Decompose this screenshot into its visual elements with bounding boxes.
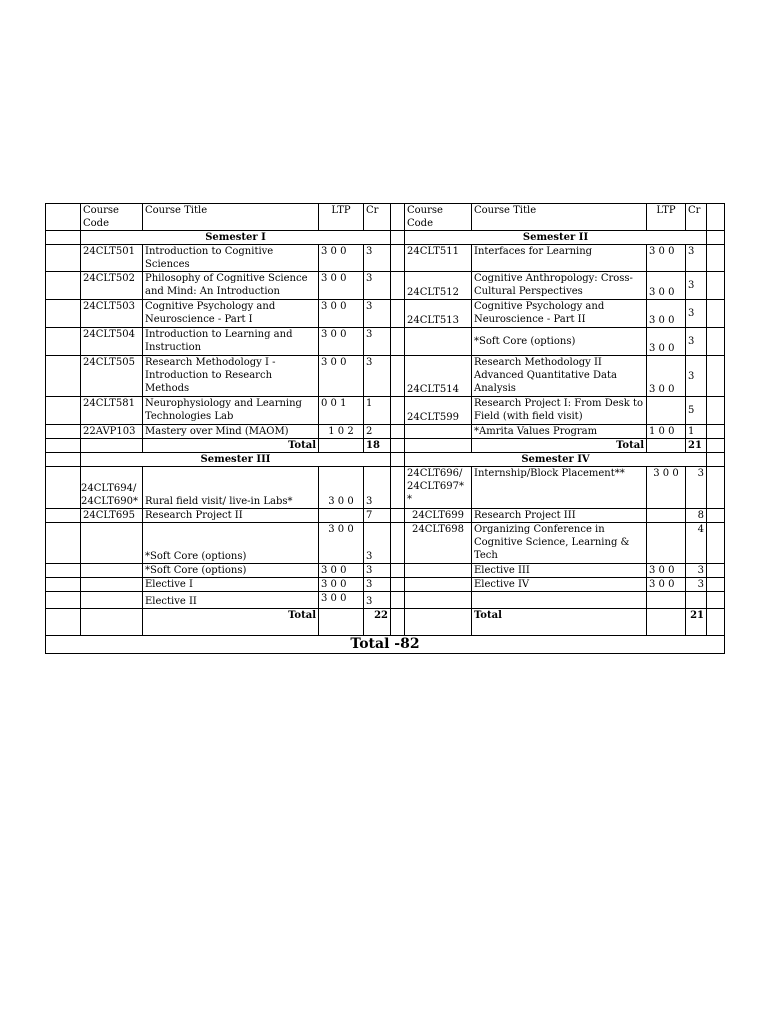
blank-cell — [81, 439, 143, 453]
course-code: 24CLT695 — [81, 509, 143, 523]
blank-cell — [319, 609, 364, 636]
course-credits: 3 — [364, 272, 391, 300]
course-title: *Soft Core (options) — [143, 564, 319, 578]
course-credits — [686, 592, 707, 609]
table-row — [46, 467, 725, 509]
blank-cell — [391, 609, 405, 636]
course-code — [405, 425, 472, 439]
course-title: Neurophysiology and Learning Technologies Lab — [143, 397, 319, 425]
blank-cell — [707, 509, 725, 523]
blank-cell — [707, 245, 725, 272]
course-title: Cognitive Psychology and Neuroscience - Part II — [472, 300, 647, 328]
course-credits: 3 — [686, 245, 707, 272]
total-row — [46, 439, 725, 453]
col-header-code: Course Code — [405, 204, 472, 231]
blank-cell — [707, 231, 725, 245]
course-ltp: 3 0 0 — [319, 523, 364, 564]
blank-cell — [46, 509, 81, 523]
total-label: Total — [143, 439, 319, 453]
blank-cell — [707, 397, 725, 425]
course-ltp — [647, 509, 686, 523]
course-credits: 3 — [364, 328, 391, 356]
total-credits: 18 — [364, 439, 391, 453]
table-row — [46, 272, 725, 300]
course-ltp: 3 0 0 — [647, 356, 686, 397]
col-header-cr: Cr — [364, 204, 391, 231]
course-title: Research Project II — [143, 509, 319, 523]
course-code: 24CLT502 — [81, 272, 143, 300]
blank-cell — [46, 523, 81, 564]
blank-cell — [707, 467, 725, 509]
table-row — [46, 300, 725, 328]
blank-cell — [46, 564, 81, 578]
course-ltp: 3 0 0 — [647, 300, 686, 328]
course-title: Mastery over Mind (MAOM) — [143, 425, 319, 439]
course-code — [405, 328, 472, 356]
course-ltp: 3 0 0 — [319, 578, 364, 592]
course-credits: 3 — [686, 328, 707, 356]
course-ltp: 3 0 0 — [319, 328, 364, 356]
col-header-cr: Cr — [686, 204, 707, 231]
blank-cell — [391, 356, 405, 397]
course-credits: 3 — [686, 272, 707, 300]
blank-cell — [46, 204, 81, 231]
blank-cell — [46, 397, 81, 425]
course-credits: 1 — [364, 397, 391, 425]
blank-cell — [707, 425, 725, 439]
semester-1-title: Semester I — [81, 231, 391, 245]
blank-cell — [707, 564, 725, 578]
course-ltp — [647, 523, 686, 564]
course-ltp: 3 0 0 — [647, 564, 686, 578]
course-credits: 5 — [686, 397, 707, 425]
blank-cell — [391, 439, 405, 453]
blank-cell — [319, 439, 364, 453]
blank-cell — [46, 300, 81, 328]
blank-cell — [391, 467, 405, 509]
total-label: Total — [143, 609, 319, 636]
semester-2-title: Semester II — [405, 231, 707, 245]
course-code: 24CLT698 — [405, 523, 472, 564]
blank-cell — [46, 439, 81, 453]
blank-cell — [707, 204, 725, 231]
total-credits: 21 — [686, 609, 707, 636]
table-row — [46, 592, 725, 609]
course-credits: 3 — [364, 245, 391, 272]
course-ltp: 0 0 1 — [319, 397, 364, 425]
course-title: Elective IV — [472, 578, 647, 592]
blank-cell — [46, 467, 81, 509]
blank-cell — [391, 564, 405, 578]
col-header-code: Course Code — [81, 204, 143, 231]
blank-cell — [46, 453, 81, 467]
course-credits: 3 — [364, 564, 391, 578]
course-ltp: 3 0 0 — [647, 328, 686, 356]
blank-cell — [391, 272, 405, 300]
blank-cell — [391, 397, 405, 425]
blank-cell — [46, 609, 81, 636]
course-credits: 7 — [364, 509, 391, 523]
blank-cell — [391, 592, 405, 609]
blank-cell — [647, 439, 686, 453]
course-code: 24CLT694/ 24CLT690* — [81, 467, 143, 509]
blank-cell — [391, 245, 405, 272]
course-ltp: 3 0 0 — [319, 356, 364, 397]
course-title: *Soft Core (options) — [472, 328, 647, 356]
course-code — [81, 523, 143, 564]
table-row — [46, 356, 725, 397]
course-credits: 3 — [364, 356, 391, 397]
course-code — [81, 592, 143, 609]
blank-cell — [707, 272, 725, 300]
course-title: Elective II — [143, 592, 319, 609]
blank-cell — [46, 245, 81, 272]
blank-cell — [391, 300, 405, 328]
table-row — [46, 245, 725, 272]
course-code: 24CLT514 — [405, 356, 472, 397]
course-ltp: 3 0 0 — [319, 300, 364, 328]
table-row — [46, 328, 725, 356]
course-ltp: 3 0 0 — [319, 245, 364, 272]
blank-cell — [405, 439, 472, 453]
blank-cell — [647, 609, 686, 636]
table-row — [46, 578, 725, 592]
blank-cell — [707, 523, 725, 564]
course-credits: 3 — [686, 578, 707, 592]
curriculum-sheet — [45, 203, 724, 652]
blank-cell — [707, 592, 725, 609]
total-label: Total — [472, 439, 647, 453]
blank-cell — [46, 328, 81, 356]
course-ltp: 3 0 0 — [647, 467, 686, 509]
blank-cell — [707, 453, 725, 467]
col-header-ltp: LTP — [647, 204, 686, 231]
course-code: 24CLT599 — [405, 397, 472, 425]
blank-cell — [405, 609, 472, 636]
course-title: *Amrita Values Program — [472, 425, 647, 439]
course-code — [405, 592, 472, 609]
course-title: Cognitive Psychology and Neuroscience - Part I — [143, 300, 319, 328]
semester-4-title: Semester IV — [405, 453, 707, 467]
course-code — [81, 578, 143, 592]
course-title: Research Methodology I - Introduction to Research Methods — [143, 356, 319, 397]
course-title: Internship/Block Placement** — [472, 467, 647, 509]
blank-cell — [707, 609, 725, 636]
semester-3-title: Semester III — [81, 453, 391, 467]
blank-cell — [46, 425, 81, 439]
blank-cell — [391, 328, 405, 356]
course-code — [81, 564, 143, 578]
course-title: Research Project I: From Desk to Field (with field visit) — [472, 397, 647, 425]
blank-cell — [391, 453, 405, 467]
course-code: 22AVP103 — [81, 425, 143, 439]
course-title: Research Project III — [472, 509, 647, 523]
table-row — [46, 523, 725, 564]
blank-cell — [391, 523, 405, 564]
course-title: Organizing Conference in Cognitive Science, Learning & Tech — [472, 523, 647, 564]
course-credits: 3 — [364, 578, 391, 592]
course-code: 24CLT511 — [405, 245, 472, 272]
col-header-ltp: LTP — [319, 204, 364, 231]
course-ltp: 3 0 0 — [319, 467, 364, 509]
table-row — [46, 564, 725, 578]
blank-cell — [46, 578, 81, 592]
blank-cell — [391, 231, 405, 245]
course-credits: 2 — [364, 425, 391, 439]
course-code: 24CLT501 — [81, 245, 143, 272]
blank-cell — [391, 425, 405, 439]
blank-cell — [707, 356, 725, 397]
blank-cell — [707, 328, 725, 356]
course-credits: 3 — [364, 300, 391, 328]
course-ltp: 1 0 0 — [647, 425, 686, 439]
total-row — [46, 609, 725, 636]
course-code — [405, 564, 472, 578]
course-title: Introduction to Cognitive Sciences — [143, 245, 319, 272]
header-row — [46, 204, 725, 231]
course-code: 24CLT513 — [405, 300, 472, 328]
total-credits: 22 — [364, 609, 391, 636]
course-ltp: 3 0 0 — [319, 272, 364, 300]
total-credits: 21 — [686, 439, 707, 453]
course-title — [472, 592, 647, 609]
course-credits: 3 — [686, 467, 707, 509]
curriculum-table — [45, 203, 725, 654]
table-row — [46, 397, 725, 425]
course-ltp — [647, 592, 686, 609]
total-label: Total — [472, 609, 647, 636]
course-ltp — [319, 509, 364, 523]
course-title: Cognitive Anthropology: Cross-Cultural Perspectives — [472, 272, 647, 300]
course-ltp: 3 0 0 — [647, 578, 686, 592]
course-ltp: 3 0 0 — [319, 592, 364, 609]
course-title: Philosophy of Cognitive Science and Mind: An Introduction — [143, 272, 319, 300]
course-credits: 3 — [364, 523, 391, 564]
grand-total: Total -82 — [46, 636, 725, 654]
course-title: Rural field visit/ live-in Labs* — [143, 467, 319, 509]
blank-cell — [707, 300, 725, 328]
blank-cell — [391, 578, 405, 592]
course-code: 24CLT581 — [81, 397, 143, 425]
course-code: 24CLT505 — [81, 356, 143, 397]
col-header-title: Course Title — [472, 204, 647, 231]
course-credits: 3 — [686, 564, 707, 578]
semester-title-row — [46, 231, 725, 245]
course-title: *Soft Core (options) — [143, 523, 319, 564]
course-title: Research Methodology II Advanced Quantitative Data Analysis — [472, 356, 647, 397]
blank-cell — [391, 204, 405, 231]
course-title: Introduction to Learning and Instruction — [143, 328, 319, 356]
blank-cell — [46, 272, 81, 300]
blank-cell — [46, 592, 81, 609]
blank-cell — [46, 356, 81, 397]
course-code: 24CLT512 — [405, 272, 472, 300]
course-ltp: 3 0 0 — [647, 272, 686, 300]
blank-cell — [391, 509, 405, 523]
blank-cell — [81, 609, 143, 636]
course-ltp: 1 0 2 — [319, 425, 364, 439]
course-title: Elective III — [472, 564, 647, 578]
course-code: 24CLT504 — [81, 328, 143, 356]
blank-cell — [707, 578, 725, 592]
blank-cell — [46, 231, 81, 245]
course-ltp — [647, 397, 686, 425]
course-title: Interfaces for Learning — [472, 245, 647, 272]
table-row — [46, 509, 725, 523]
course-credits: 3 — [686, 356, 707, 397]
course-code — [405, 578, 472, 592]
course-credits: 3 — [364, 592, 391, 609]
course-credits: 8 — [686, 509, 707, 523]
course-ltp: 3 0 0 — [647, 245, 686, 272]
course-credits: 4 — [686, 523, 707, 564]
table-row — [46, 425, 725, 439]
course-credits: 1 — [686, 425, 707, 439]
course-title: Elective I — [143, 578, 319, 592]
col-header-title: Course Title — [143, 204, 319, 231]
course-code: 24CLT699 — [405, 509, 472, 523]
course-code: 24CLT696/ 24CLT697* * — [405, 467, 472, 509]
course-credits: 3 — [686, 300, 707, 328]
semester-title-row — [46, 453, 725, 467]
grand-total-row — [46, 636, 725, 654]
course-ltp: 3 0 0 — [319, 564, 364, 578]
course-credits: 3 — [364, 467, 391, 509]
course-code: 24CLT503 — [81, 300, 143, 328]
blank-cell — [707, 439, 725, 453]
